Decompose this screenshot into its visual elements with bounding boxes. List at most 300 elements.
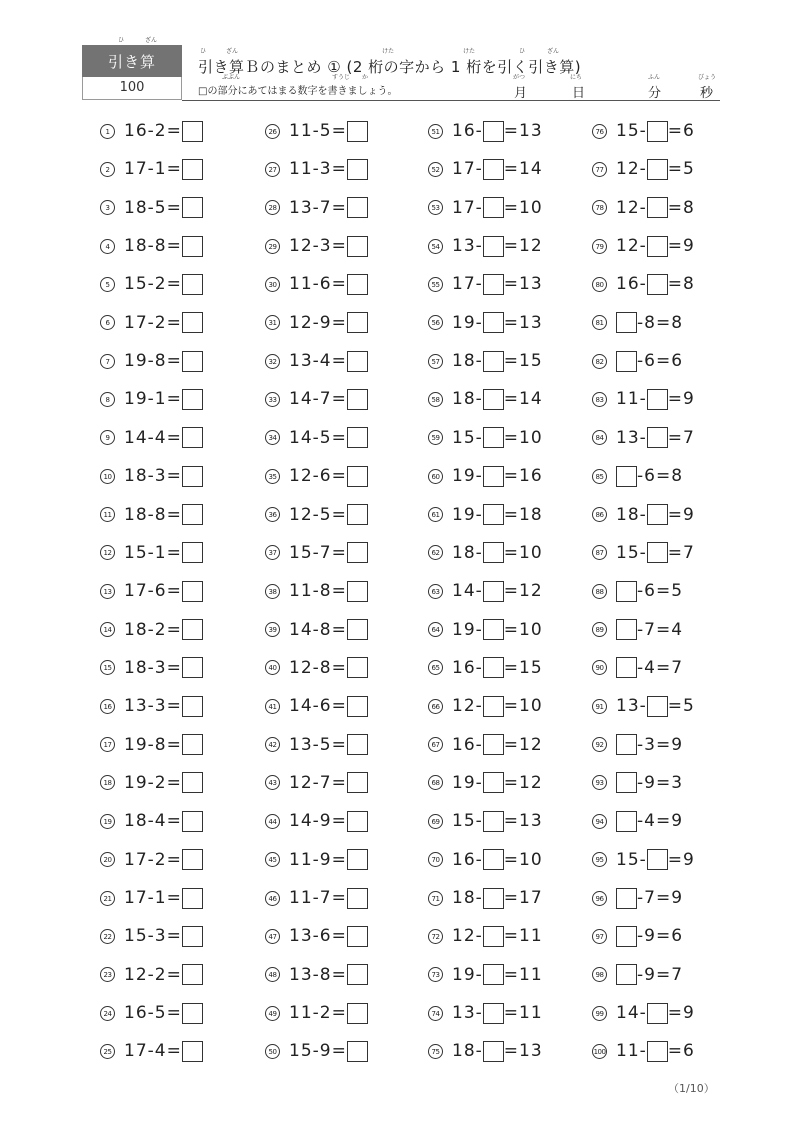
- answer-box[interactable]: [182, 734, 203, 755]
- problem-item: [428, 693, 543, 719]
- operator-symbol: -: [475, 236, 483, 257]
- problem-number: 44: [265, 814, 280, 829]
- problem-item: [100, 502, 203, 528]
- answer-box[interactable]: [347, 849, 368, 870]
- operator-symbol: -: [312, 312, 320, 333]
- problem-number: 74: [428, 1006, 443, 1021]
- operator-symbol: -: [637, 734, 645, 755]
- answer-box[interactable]: [483, 466, 504, 487]
- answer-box[interactable]: [347, 121, 368, 142]
- answer-box[interactable]: [483, 236, 504, 257]
- problem-operand: 12: [289, 504, 313, 525]
- answer-box[interactable]: [182, 427, 203, 448]
- problem-operand: 6: [319, 696, 332, 717]
- problem-item: [100, 463, 203, 489]
- ruby: けた: [382, 48, 395, 55]
- problem-operand: 8: [671, 466, 684, 487]
- operator-symbol: =: [331, 236, 347, 257]
- answer-box[interactable]: [182, 159, 203, 180]
- problem-number: 20: [100, 852, 115, 867]
- answer-box[interactable]: [483, 504, 504, 525]
- problem-item: [428, 540, 543, 566]
- answer-box[interactable]: [347, 1003, 368, 1024]
- answer-box[interactable]: [647, 236, 668, 257]
- answer-box[interactable]: [182, 811, 203, 832]
- answer-box[interactable]: [483, 964, 504, 985]
- operator-symbol: =: [166, 888, 182, 908]
- operator-symbol: -: [312, 926, 320, 947]
- problem-number: 2: [100, 162, 115, 177]
- problem-operand: 11: [289, 159, 313, 180]
- answer-box[interactable]: [347, 466, 368, 487]
- answer-box[interactable]: [347, 964, 368, 985]
- operator-symbol: -: [312, 542, 320, 563]
- answer-box[interactable]: [647, 504, 668, 525]
- answer-box[interactable]: [182, 964, 203, 985]
- problem-operand: 6: [683, 1041, 695, 1062]
- operator-symbol: -: [639, 504, 647, 525]
- problem-number: 42: [265, 737, 280, 752]
- answer-box[interactable]: [182, 581, 203, 602]
- operator-symbol: =: [503, 121, 520, 141]
- answer-box[interactable]: [483, 351, 504, 372]
- answer-box[interactable]: [616, 351, 637, 372]
- operator-symbol: =: [166, 121, 182, 141]
- answer-box[interactable]: [483, 619, 504, 640]
- problem-number: 14: [100, 622, 115, 637]
- problem-operand: 13: [452, 236, 476, 257]
- problem-item: [592, 808, 683, 834]
- operator-symbol: =: [166, 542, 182, 563]
- answer-box[interactable]: [182, 197, 203, 218]
- problem-number: 89: [592, 622, 607, 637]
- answer-box[interactable]: [616, 657, 637, 678]
- problem-item: [100, 885, 203, 911]
- answer-box[interactable]: [483, 312, 504, 333]
- operator-symbol: =: [331, 619, 347, 640]
- problem-operand: 4: [644, 657, 656, 678]
- problem-operand: 18: [452, 542, 476, 563]
- problem-operand: 6: [319, 926, 332, 947]
- problem-operand: 9: [319, 1041, 332, 1062]
- problem-operand: 8: [319, 964, 332, 985]
- answer-box[interactable]: [347, 312, 368, 333]
- answer-box[interactable]: [483, 121, 504, 142]
- operator-symbol: =: [166, 236, 182, 257]
- answer-box[interactable]: [483, 888, 504, 909]
- problem-number: 21: [100, 891, 115, 906]
- operator-symbol: -: [312, 888, 320, 908]
- operator-symbol: -: [312, 1003, 320, 1024]
- answer-box[interactable]: [483, 197, 504, 218]
- problem-item: [100, 195, 203, 221]
- answer-box[interactable]: [616, 312, 637, 333]
- problem-number: 65: [428, 660, 443, 675]
- problem-item: [592, 732, 683, 758]
- problem-operand: 8: [683, 197, 695, 218]
- problem-operand: 17: [519, 888, 543, 908]
- operator-symbol: =: [503, 619, 520, 640]
- answer-box[interactable]: [347, 888, 368, 909]
- answer-box[interactable]: [182, 772, 203, 793]
- answer-box[interactable]: [182, 619, 203, 640]
- problem-operand: 15: [452, 427, 476, 448]
- problem-item: [100, 962, 203, 988]
- answer-box[interactable]: [182, 274, 203, 295]
- answer-box[interactable]: [616, 926, 637, 947]
- problem-operand: 13: [519, 1041, 543, 1062]
- operator-symbol: -: [475, 888, 483, 908]
- problem-operand: 16: [452, 734, 476, 755]
- operator-symbol: =: [166, 197, 182, 218]
- problem-item: [265, 386, 368, 412]
- problem-operand: 12: [289, 312, 313, 333]
- problem-number: 72: [428, 929, 443, 944]
- answer-box[interactable]: [483, 1003, 504, 1024]
- problem-number: 29: [265, 239, 280, 254]
- problem-operand: 3: [154, 696, 167, 717]
- answer-box[interactable]: [483, 772, 504, 793]
- answer-box[interactable]: [647, 542, 668, 563]
- problem-item: [100, 156, 203, 182]
- problem-item: [100, 693, 203, 719]
- answer-box[interactable]: [347, 427, 368, 448]
- problem-operand: 15: [452, 811, 476, 832]
- instruction-text: □の部分にあてはまる数字を書きましょう。: [198, 86, 398, 97]
- problem-number: 6: [100, 315, 115, 330]
- operator-symbol: =: [667, 121, 684, 141]
- answer-box[interactable]: [347, 542, 368, 563]
- problem-operand: 12: [616, 159, 640, 180]
- answer-box[interactable]: [616, 772, 637, 793]
- problem-operand: 15: [124, 926, 148, 947]
- answer-box[interactable]: [182, 121, 203, 142]
- problem-item: [592, 425, 695, 451]
- problem-item: [428, 502, 543, 528]
- operator-symbol: =: [166, 926, 182, 947]
- answer-box[interactable]: [483, 926, 504, 947]
- answer-box[interactable]: [347, 926, 368, 947]
- problem-number: 17: [100, 737, 115, 752]
- problem-item: [100, 310, 203, 336]
- answer-box[interactable]: [347, 159, 368, 180]
- operator-symbol: =: [503, 466, 520, 487]
- problem-number: 1: [100, 124, 115, 139]
- problem-item: [592, 463, 683, 489]
- problem-number: 61: [428, 507, 443, 522]
- problem-operand: 15: [519, 351, 543, 372]
- answer-box[interactable]: [347, 619, 368, 640]
- answer-box[interactable]: [182, 1041, 203, 1062]
- answer-box[interactable]: [647, 427, 668, 448]
- answer-box[interactable]: [182, 351, 203, 372]
- answer-box[interactable]: [347, 197, 368, 218]
- answer-box[interactable]: [347, 274, 368, 295]
- answer-box[interactable]: [347, 657, 368, 678]
- problem-number: 40: [265, 660, 280, 675]
- problem-operand: 14: [289, 619, 313, 640]
- operator-symbol: -: [312, 1041, 320, 1062]
- operator-symbol: -: [475, 1041, 483, 1062]
- problem-item: [100, 1000, 203, 1026]
- operator-symbol: =: [331, 389, 347, 410]
- answer-box[interactable]: [647, 121, 668, 142]
- answer-box[interactable]: [182, 849, 203, 870]
- operator-symbol: -: [147, 964, 155, 985]
- answer-box[interactable]: [347, 811, 368, 832]
- problem-operand: 12: [616, 236, 640, 257]
- problem-operand: 19: [452, 312, 476, 333]
- problem-number: 78: [592, 200, 607, 215]
- operator-symbol: =: [503, 542, 520, 563]
- problem-operand: 7: [644, 619, 656, 640]
- problem-number: 92: [592, 737, 607, 752]
- answer-box[interactable]: [647, 159, 668, 180]
- answer-box[interactable]: [483, 159, 504, 180]
- problem-operand: 10: [519, 696, 543, 717]
- answer-box[interactable]: [616, 811, 637, 832]
- answer-box[interactable]: [647, 1003, 668, 1024]
- problem-operand: 16: [519, 466, 543, 487]
- answer-box[interactable]: [347, 772, 368, 793]
- problem-operand: 6: [671, 351, 684, 372]
- problem-operand: 9: [683, 849, 695, 870]
- problem-operand: 16: [452, 657, 476, 678]
- problem-item: [100, 770, 203, 796]
- operator-symbol: -: [312, 964, 320, 985]
- answer-box[interactable]: [647, 389, 668, 410]
- answer-box[interactable]: [182, 1003, 203, 1024]
- problem-number: 52: [428, 162, 443, 177]
- operator-symbol: -: [639, 542, 647, 563]
- operator-symbol: -: [639, 121, 647, 141]
- operator-symbol: -: [639, 159, 647, 180]
- answer-box[interactable]: [647, 274, 668, 295]
- operator-symbol: =: [166, 351, 182, 372]
- answer-box[interactable]: [347, 696, 368, 717]
- problem-operand: 8: [154, 351, 167, 372]
- answer-box[interactable]: [347, 236, 368, 257]
- operator-symbol: -: [475, 389, 483, 410]
- answer-box[interactable]: [347, 504, 368, 525]
- answer-box[interactable]: [182, 926, 203, 947]
- problem-operand: 6: [644, 466, 656, 487]
- answer-box[interactable]: [182, 504, 203, 525]
- problem-operand: 16: [616, 274, 640, 295]
- answer-box[interactable]: [347, 734, 368, 755]
- answer-box[interactable]: [347, 581, 368, 602]
- operator-symbol: =: [667, 159, 684, 180]
- operator-symbol: =: [503, 657, 520, 678]
- problem-item: [100, 732, 203, 758]
- operator-symbol: -: [475, 159, 483, 180]
- operator-symbol: -: [637, 312, 645, 333]
- problem-number: 12: [100, 545, 115, 560]
- problem-operand: 19: [124, 389, 148, 410]
- ruby: にち: [570, 74, 583, 81]
- problem-operand: 7: [319, 542, 332, 563]
- problem-item: [265, 156, 368, 182]
- problem-operand: 11: [289, 581, 313, 602]
- answer-box[interactable]: [483, 274, 504, 295]
- answer-box[interactable]: [647, 849, 668, 870]
- problem-operand: 4: [154, 427, 167, 448]
- operator-symbol: -: [312, 657, 320, 678]
- problem-item: [428, 923, 543, 949]
- problem-item: [428, 310, 543, 336]
- answer-box[interactable]: [182, 696, 203, 717]
- operator-symbol: =: [667, 849, 684, 870]
- answer-box[interactable]: [616, 734, 637, 755]
- problem-operand: 8: [644, 312, 656, 333]
- answer-box[interactable]: [347, 351, 368, 372]
- operator-symbol: -: [312, 427, 320, 448]
- problem-item: [100, 1038, 203, 1064]
- problem-number: 87: [592, 545, 607, 560]
- answer-box[interactable]: [647, 1041, 668, 1062]
- problem-number: 19: [100, 814, 115, 829]
- answer-box[interactable]: [616, 466, 637, 487]
- problem-item: [592, 655, 683, 681]
- operator-symbol: =: [503, 849, 520, 870]
- answer-box[interactable]: [182, 888, 203, 909]
- problem-number: 60: [428, 469, 443, 484]
- problem-number: 79: [592, 239, 607, 254]
- answer-box[interactable]: [483, 696, 504, 717]
- problem-number: 26: [265, 124, 280, 139]
- problem-operand: 3: [319, 236, 332, 257]
- answer-box[interactable]: [347, 1041, 368, 1062]
- problem-number: 7: [100, 354, 115, 369]
- answer-box[interactable]: [647, 696, 668, 717]
- problem-operand: 18: [124, 811, 148, 832]
- problem-item: [428, 617, 543, 643]
- problem-item: [100, 348, 203, 374]
- problem-number: 98: [592, 967, 607, 982]
- answer-box[interactable]: [182, 312, 203, 333]
- problem-item: [265, 962, 368, 988]
- answer-box[interactable]: [182, 657, 203, 678]
- problem-operand: 18: [616, 504, 640, 525]
- problem-number: 91: [592, 699, 607, 714]
- problem-operand: 10: [519, 197, 543, 218]
- problem-operand: 8: [154, 734, 167, 755]
- problem-operand: 2: [154, 274, 167, 295]
- answer-box[interactable]: [647, 197, 668, 218]
- problem-operand: 6: [319, 466, 332, 487]
- problem-operand: 19: [452, 964, 476, 985]
- answer-box[interactable]: [483, 657, 504, 678]
- operator-symbol: -: [147, 772, 155, 793]
- problem-item: [265, 540, 368, 566]
- problem-number: 90: [592, 660, 607, 675]
- problem-item: [265, 463, 368, 489]
- answer-box[interactable]: [483, 1041, 504, 1062]
- problem-number: 3: [100, 200, 115, 215]
- problem-number: 59: [428, 430, 443, 445]
- operator-symbol: =: [503, 1041, 520, 1062]
- answer-box[interactable]: [616, 888, 637, 909]
- problem-number: 86: [592, 507, 607, 522]
- operator-symbol: -: [637, 811, 645, 832]
- answer-box[interactable]: [483, 581, 504, 602]
- answer-box[interactable]: [616, 581, 637, 602]
- answer-box[interactable]: [483, 389, 504, 410]
- answer-box[interactable]: [182, 466, 203, 487]
- operator-symbol: -: [639, 389, 647, 410]
- answer-box[interactable]: [483, 427, 504, 448]
- problem-operand: 7: [644, 888, 656, 908]
- problem-item: [428, 425, 543, 451]
- problem-number: 97: [592, 929, 607, 944]
- operator-symbol: -: [312, 466, 320, 487]
- problem-item: [265, 118, 368, 144]
- problem-operand: 8: [319, 619, 332, 640]
- problem-operand: 9: [683, 1003, 695, 1024]
- problem-operand: 10: [519, 427, 543, 448]
- problem-item: [100, 540, 203, 566]
- operator-symbol: -: [639, 1041, 647, 1062]
- problem-number: 77: [592, 162, 607, 177]
- problem-number: 15: [100, 660, 115, 675]
- problem-number: 94: [592, 814, 607, 829]
- worksheet-header: [82, 37, 720, 101]
- problem-item: [265, 1038, 368, 1064]
- ruby: びょう: [698, 74, 717, 81]
- answer-box[interactable]: [483, 542, 504, 563]
- operator-symbol: -: [637, 466, 645, 487]
- operator-symbol: =: [655, 888, 672, 908]
- problem-operand: 6: [644, 351, 656, 372]
- operator-symbol: =: [667, 389, 684, 410]
- operator-symbol: -: [312, 389, 320, 410]
- operator-symbol: =: [166, 619, 182, 640]
- answer-box[interactable]: [182, 389, 203, 410]
- answer-box[interactable]: [182, 542, 203, 563]
- operator-symbol: -: [639, 1003, 647, 1024]
- answer-box[interactable]: [483, 734, 504, 755]
- problem-number: 50: [265, 1044, 280, 1059]
- operator-symbol: -: [637, 926, 645, 947]
- problem-operand: 12: [289, 236, 313, 257]
- answer-box[interactable]: [347, 389, 368, 410]
- operator-symbol: -: [475, 351, 483, 372]
- operator-symbol: =: [667, 274, 684, 295]
- answer-box[interactable]: [616, 964, 637, 985]
- problem-operand: 14: [289, 811, 313, 832]
- problem-operand: 18: [452, 389, 476, 410]
- operator-symbol: -: [475, 312, 483, 333]
- operator-symbol: -: [312, 121, 320, 141]
- problem-operand: 12: [289, 466, 313, 487]
- answer-box[interactable]: [483, 811, 504, 832]
- answer-box[interactable]: [483, 849, 504, 870]
- problem-operand: 2: [154, 121, 167, 141]
- problem-operand: 13: [519, 121, 543, 141]
- answer-box[interactable]: [182, 236, 203, 257]
- operator-symbol: =: [331, 926, 347, 947]
- problem-operand: 12: [452, 926, 476, 947]
- problem-operand: 2: [154, 772, 167, 793]
- answer-box[interactable]: [616, 619, 637, 640]
- operator-symbol: -: [147, 351, 155, 372]
- operator-symbol: -: [475, 121, 483, 141]
- problem-operand: 5: [154, 1003, 167, 1024]
- problem-item: [265, 847, 368, 873]
- operator-symbol: =: [166, 1003, 182, 1024]
- problem-operand: 6: [154, 581, 167, 602]
- operator-symbol: -: [147, 197, 155, 218]
